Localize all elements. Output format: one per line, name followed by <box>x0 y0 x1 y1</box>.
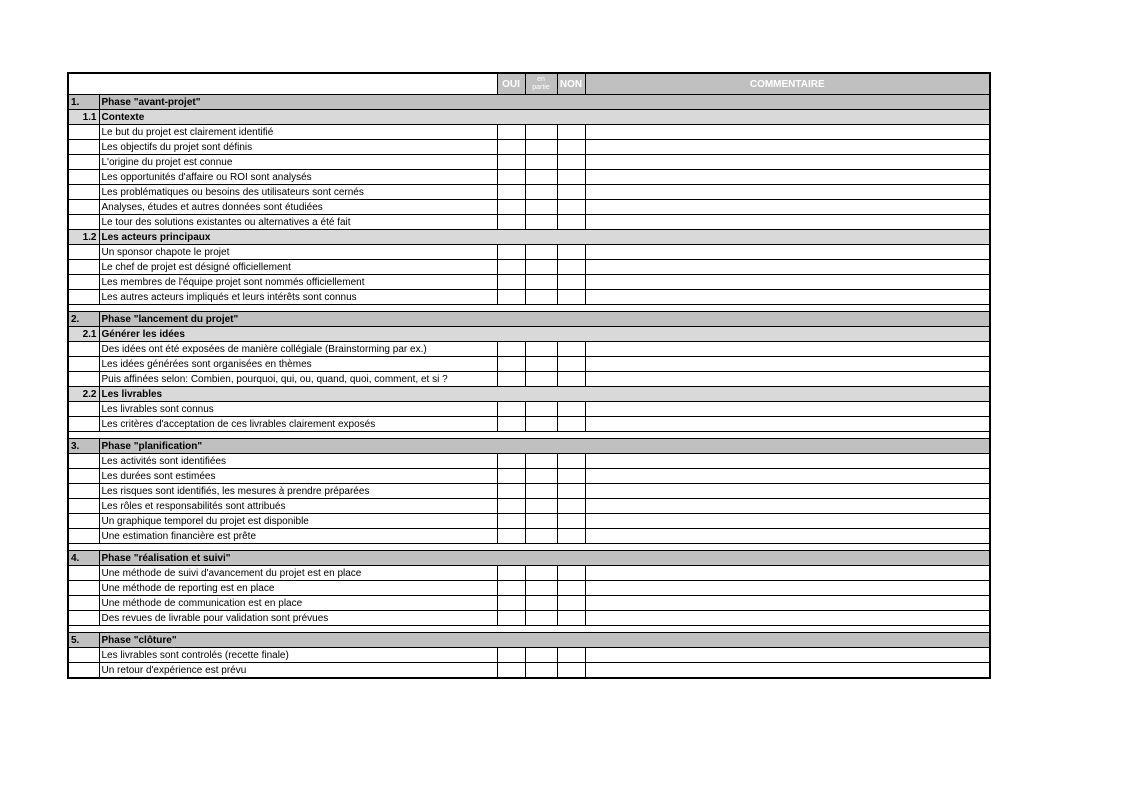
oui-cell[interactable] <box>497 499 525 514</box>
item-label: Les opportunités d'affaire ou ROI sont analysés <box>99 170 497 185</box>
non-cell[interactable] <box>557 125 585 140</box>
item-label: Les livrables sont controlés (recette finale) <box>99 648 497 663</box>
comment-cell[interactable] <box>585 185 990 200</box>
non-cell[interactable] <box>557 484 585 499</box>
spacer-row <box>68 626 990 633</box>
item-number-cell <box>68 596 99 611</box>
item-label: Le but du projet est clairement identifié <box>99 125 497 140</box>
section-row <box>68 327 990 342</box>
en-partie-cell[interactable] <box>525 596 557 611</box>
non-cell[interactable] <box>557 417 585 432</box>
item-number-cell <box>68 290 99 305</box>
item-label: Une méthode de communication est en place <box>99 596 497 611</box>
item-label: Les idées générées sont organisées en thèmes <box>99 357 497 372</box>
oui-cell[interactable] <box>497 170 525 185</box>
oui-cell[interactable] <box>497 125 525 140</box>
section-number: 2.1 <box>68 327 99 342</box>
checklist-item-row <box>68 342 990 357</box>
non-cell[interactable] <box>557 245 585 260</box>
item-number-cell <box>68 215 99 230</box>
header-en-partie-line1: en <box>537 76 545 83</box>
checklist-item-row <box>68 185 990 200</box>
item-number-cell <box>68 185 99 200</box>
comment-cell[interactable] <box>585 342 990 357</box>
spacer-row <box>68 432 990 439</box>
comment-cell[interactable] <box>585 663 990 679</box>
checklist-item-row <box>68 155 990 170</box>
non-cell[interactable] <box>557 596 585 611</box>
en-partie-cell[interactable] <box>525 454 557 469</box>
non-cell[interactable] <box>557 663 585 679</box>
item-number-cell <box>68 125 99 140</box>
en-partie-cell[interactable] <box>525 581 557 596</box>
en-partie-cell[interactable] <box>525 648 557 663</box>
en-partie-cell[interactable] <box>525 499 557 514</box>
item-number-cell <box>68 581 99 596</box>
oui-cell[interactable] <box>497 581 525 596</box>
item-label: Les rôles et responsabilités sont attribués <box>99 499 497 514</box>
non-cell[interactable] <box>557 372 585 387</box>
item-label: Une estimation financière est prête <box>99 529 497 544</box>
item-label: Puis affinées selon: Combien, pourquoi, qui, ou, quand, quoi, comment, et si ? <box>99 372 497 387</box>
oui-cell[interactable] <box>497 484 525 499</box>
comment-cell[interactable] <box>585 611 990 626</box>
comment-cell[interactable] <box>585 417 990 432</box>
item-number-cell <box>68 529 99 544</box>
checklist-item-row <box>68 484 990 499</box>
comment-cell[interactable] <box>585 200 990 215</box>
oui-cell[interactable] <box>497 140 525 155</box>
oui-cell[interactable] <box>497 454 525 469</box>
item-number-cell <box>68 499 99 514</box>
item-number-cell <box>68 648 99 663</box>
comment-cell[interactable] <box>585 514 990 529</box>
item-label: Une méthode de suivi d'avancement du projet est en place <box>99 566 497 581</box>
section-title: Contexte <box>99 110 990 125</box>
item-number-cell <box>68 454 99 469</box>
checklist-item-row <box>68 402 990 417</box>
checklist-item-row <box>68 245 990 260</box>
phase-number: 5. <box>68 633 99 648</box>
checklist-item-row <box>68 469 990 484</box>
item-label: Les risques sont identifiés, les mesures à prendre préparées <box>99 484 497 499</box>
item-label: Un retour d'expérience est prévu <box>99 663 497 679</box>
checklist-item-row <box>68 275 990 290</box>
header-en-partie <box>525 73 557 95</box>
oui-cell[interactable] <box>497 342 525 357</box>
non-cell[interactable] <box>557 469 585 484</box>
phase-number: 2. <box>68 312 99 327</box>
non-cell[interactable] <box>557 275 585 290</box>
checklist-item-row <box>68 529 990 544</box>
item-number-cell <box>68 372 99 387</box>
oui-cell[interactable] <box>497 648 525 663</box>
comment-cell[interactable] <box>585 469 990 484</box>
checklist-item-row <box>68 499 990 514</box>
checklist-item-row <box>68 357 990 372</box>
oui-cell[interactable] <box>497 417 525 432</box>
spacer-cell <box>68 305 990 312</box>
en-partie-cell[interactable] <box>525 245 557 260</box>
en-partie-cell[interactable] <box>525 155 557 170</box>
item-number-cell <box>68 402 99 417</box>
comment-cell[interactable] <box>585 275 990 290</box>
header-non: NON <box>557 73 585 95</box>
comment-cell[interactable] <box>585 566 990 581</box>
comment-cell[interactable] <box>585 140 990 155</box>
comment-cell[interactable] <box>585 402 990 417</box>
checklist-item-row <box>68 566 990 581</box>
en-partie-cell[interactable] <box>525 200 557 215</box>
item-label: Les autres acteurs impliqués et leurs intérêts sont connus <box>99 290 497 305</box>
item-label: Des idées ont été exposées de manière collégiale (Brainstorming par ex.) <box>99 342 497 357</box>
comment-cell[interactable] <box>585 245 990 260</box>
comment-cell[interactable] <box>585 290 990 305</box>
comment-cell[interactable] <box>585 215 990 230</box>
phase-title: Phase "lancement du projet" <box>99 312 990 327</box>
spacer-row <box>68 305 990 312</box>
oui-cell[interactable] <box>497 200 525 215</box>
spacer-cell <box>68 544 990 551</box>
checklist-item-row <box>68 125 990 140</box>
en-partie-cell[interactable] <box>525 275 557 290</box>
oui-cell[interactable] <box>497 260 525 275</box>
checklist-item-row <box>68 648 990 663</box>
oui-cell[interactable] <box>497 245 525 260</box>
comment-cell[interactable] <box>585 454 990 469</box>
oui-cell[interactable] <box>497 215 525 230</box>
item-number-cell <box>68 200 99 215</box>
item-number-cell <box>68 170 99 185</box>
comment-cell[interactable] <box>585 499 990 514</box>
comment-cell[interactable] <box>585 596 990 611</box>
section-title: Les acteurs principaux <box>99 230 990 245</box>
en-partie-cell[interactable] <box>525 663 557 679</box>
en-partie-cell[interactable] <box>525 357 557 372</box>
phase-title: Phase "avant-projet" <box>99 95 990 110</box>
item-number-cell <box>68 155 99 170</box>
phase-title: Phase "clôture" <box>99 633 990 648</box>
phase-number: 4. <box>68 551 99 566</box>
phase-row <box>68 551 990 566</box>
non-cell[interactable] <box>557 260 585 275</box>
checklist-item-row <box>68 663 990 679</box>
en-partie-cell[interactable] <box>525 514 557 529</box>
checklist-item-row <box>68 372 990 387</box>
item-number-cell <box>68 260 99 275</box>
phase-number: 1. <box>68 95 99 110</box>
checklist-item-row <box>68 514 990 529</box>
non-cell[interactable] <box>557 611 585 626</box>
item-label: Un graphique temporel du projet est disponible <box>99 514 497 529</box>
en-partie-cell[interactable] <box>525 215 557 230</box>
oui-cell[interactable] <box>497 372 525 387</box>
non-cell[interactable] <box>557 648 585 663</box>
item-label: Les durées sont estimées <box>99 469 497 484</box>
checklist-item-row <box>68 290 990 305</box>
item-number-cell <box>68 275 99 290</box>
non-cell[interactable] <box>557 566 585 581</box>
en-partie-cell[interactable] <box>525 185 557 200</box>
en-partie-cell[interactable] <box>525 372 557 387</box>
non-cell[interactable] <box>557 342 585 357</box>
comment-cell[interactable] <box>585 648 990 663</box>
item-number-cell <box>68 663 99 679</box>
item-number-cell <box>68 245 99 260</box>
oui-cell[interactable] <box>497 566 525 581</box>
item-label: Le chef de projet est désigné officiellement <box>99 260 497 275</box>
oui-cell[interactable] <box>497 357 525 372</box>
en-partie-cell[interactable] <box>525 260 557 275</box>
spacer-cell <box>68 626 990 633</box>
item-label: Les problématiques ou besoins des utilisateurs sont cernés <box>99 185 497 200</box>
item-label: Les livrables sont connus <box>99 402 497 417</box>
non-cell[interactable] <box>557 402 585 417</box>
item-number-cell <box>68 566 99 581</box>
phase-row <box>68 95 990 110</box>
item-number-cell <box>68 342 99 357</box>
comment-cell[interactable] <box>585 125 990 140</box>
section-row <box>68 110 990 125</box>
en-partie-cell[interactable] <box>525 566 557 581</box>
oui-cell[interactable] <box>497 611 525 626</box>
checklist-sheet <box>67 72 991 679</box>
header-blank-cell <box>68 73 497 95</box>
section-number: 2.2 <box>68 387 99 402</box>
non-cell[interactable] <box>557 185 585 200</box>
comment-cell[interactable] <box>585 372 990 387</box>
non-cell[interactable] <box>557 215 585 230</box>
non-cell[interactable] <box>557 357 585 372</box>
checklist-table <box>67 72 991 679</box>
comment-cell[interactable] <box>585 484 990 499</box>
phase-title: Phase "planification" <box>99 439 990 454</box>
comment-cell[interactable] <box>585 155 990 170</box>
non-cell[interactable] <box>557 581 585 596</box>
en-partie-cell[interactable] <box>525 611 557 626</box>
checklist-body <box>68 95 990 679</box>
comment-cell[interactable] <box>585 260 990 275</box>
header-oui: OUI <box>497 73 525 95</box>
item-number-cell <box>68 484 99 499</box>
non-cell[interactable] <box>557 200 585 215</box>
item-label: Analyses, études et autres données sont étudiées <box>99 200 497 215</box>
non-cell[interactable] <box>557 499 585 514</box>
en-partie-cell[interactable] <box>525 529 557 544</box>
en-partie-cell[interactable] <box>525 170 557 185</box>
checklist-item-row <box>68 454 990 469</box>
non-cell[interactable] <box>557 454 585 469</box>
non-cell[interactable] <box>557 290 585 305</box>
non-cell[interactable] <box>557 514 585 529</box>
checklist-item-row <box>68 200 990 215</box>
comment-cell[interactable] <box>585 529 990 544</box>
en-partie-cell[interactable] <box>525 402 557 417</box>
spacer-row <box>68 544 990 551</box>
spacer-cell <box>68 432 990 439</box>
phase-row <box>68 312 990 327</box>
oui-cell[interactable] <box>497 514 525 529</box>
checklist-item-row <box>68 611 990 626</box>
oui-cell[interactable] <box>497 290 525 305</box>
item-label: L'origine du projet est connue <box>99 155 497 170</box>
item-number-cell <box>68 140 99 155</box>
section-title: Générer les idées <box>99 327 990 342</box>
phase-row <box>68 439 990 454</box>
item-number-cell <box>68 357 99 372</box>
oui-cell[interactable] <box>497 185 525 200</box>
section-title: Les livrables <box>99 387 990 402</box>
section-number: 1.1 <box>68 110 99 125</box>
non-cell[interactable] <box>557 140 585 155</box>
en-partie-cell[interactable] <box>525 417 557 432</box>
comment-cell[interactable] <box>585 357 990 372</box>
header-row <box>68 73 990 95</box>
item-label: Le tour des solutions existantes ou alternatives a été fait <box>99 215 497 230</box>
section-number: 1.2 <box>68 230 99 245</box>
item-number-cell <box>68 469 99 484</box>
phase-title: Phase "réalisation et suivi" <box>99 551 990 566</box>
checklist-item-row <box>68 417 990 432</box>
en-partie-cell[interactable] <box>525 290 557 305</box>
en-partie-cell[interactable] <box>525 484 557 499</box>
checklist-item-row <box>68 581 990 596</box>
section-row <box>68 387 990 402</box>
item-label: Les activités sont identifiées <box>99 454 497 469</box>
en-partie-cell[interactable] <box>525 342 557 357</box>
header-commentaire: COMMENTAIRE <box>585 73 990 95</box>
checklist-item-row <box>68 260 990 275</box>
non-cell[interactable] <box>557 529 585 544</box>
checklist-item-row <box>68 596 990 611</box>
oui-cell[interactable] <box>497 275 525 290</box>
checklist-item-row <box>68 140 990 155</box>
comment-cell[interactable] <box>585 170 990 185</box>
item-number-cell <box>68 514 99 529</box>
item-number-cell <box>68 611 99 626</box>
header-en-partie-line2: partie <box>532 84 550 91</box>
oui-cell[interactable] <box>497 663 525 679</box>
en-partie-cell[interactable] <box>525 469 557 484</box>
oui-cell[interactable] <box>497 402 525 417</box>
oui-cell[interactable] <box>497 596 525 611</box>
section-row <box>68 230 990 245</box>
en-partie-cell[interactable] <box>525 125 557 140</box>
oui-cell[interactable] <box>497 469 525 484</box>
checklist-item-row <box>68 170 990 185</box>
oui-cell[interactable] <box>497 155 525 170</box>
non-cell[interactable] <box>557 155 585 170</box>
checklist-item-row <box>68 215 990 230</box>
phase-row <box>68 633 990 648</box>
item-label: Une méthode de reporting est en place <box>99 581 497 596</box>
item-label: Les membres de l'équipe projet sont nommés officiellement <box>99 275 497 290</box>
en-partie-cell[interactable] <box>525 140 557 155</box>
item-label: Des revues de livrable pour validation sont prévues <box>99 611 497 626</box>
phase-number: 3. <box>68 439 99 454</box>
oui-cell[interactable] <box>497 529 525 544</box>
non-cell[interactable] <box>557 170 585 185</box>
item-label: Les critères d'acceptation de ces livrables clairement exposés <box>99 417 497 432</box>
item-number-cell <box>68 417 99 432</box>
item-label: Les objectifs du projet sont définis <box>99 140 497 155</box>
item-label: Un sponsor chapote le projet <box>99 245 497 260</box>
comment-cell[interactable] <box>585 581 990 596</box>
